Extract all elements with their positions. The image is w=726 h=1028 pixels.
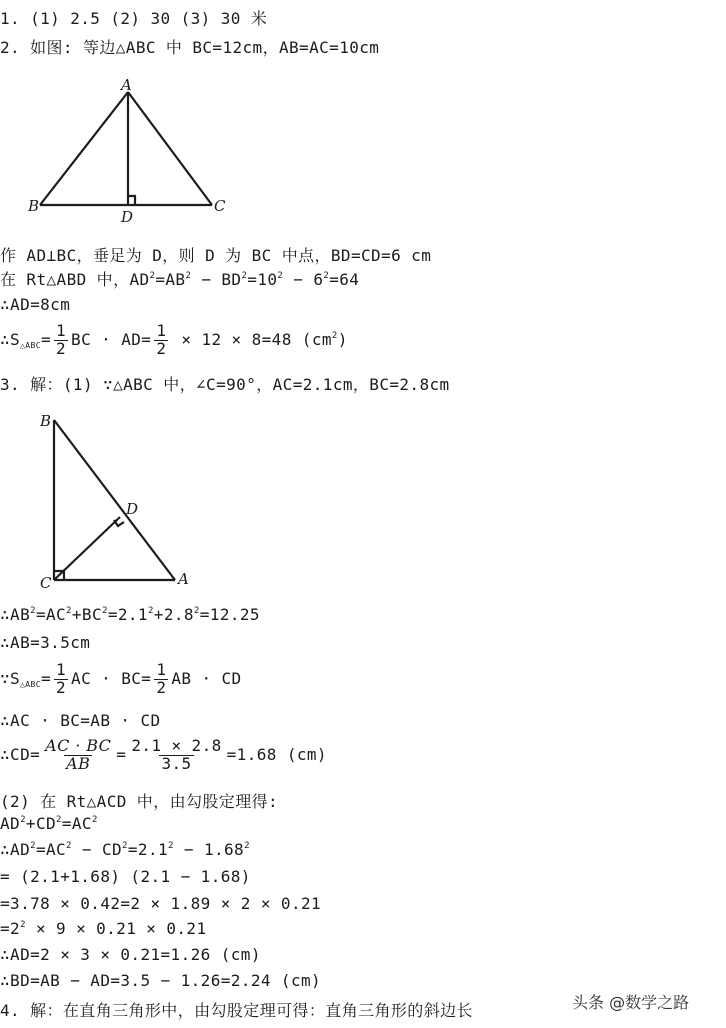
label-b: B [28,197,40,215]
label-b-2: B [40,412,52,430]
problem-3-step-3: ∴AC · BC=AB · CD [0,711,161,730]
problem-3-regroup: $=2^2 \times 9 \times 0.21 \times 0.21$ [0,919,207,938]
fraction-half: $\frac{1}{2}$ [56,321,67,358]
fraction-cd-symbolic: $\frac{AC \cdot BC}{AB}$ [45,736,112,773]
problem-3-bd: ∴BD=AB − AD=3.5 − 1.26=2.24 (cm) [0,971,322,990]
problem-3-ad-sq: $\therefore AD^2=AC^2 - CD^2=2.1^2 - 1.68^2$ [0,840,250,859]
problem-3-pythag: $AD^2+CD^2=AC^2$ [0,814,98,833]
label-d-2: D [126,500,139,518]
segment-ba-2 [54,420,175,580]
problem-3-ad: ∴AD=2 × 3 × 0.21=1.26 (cm) [0,945,261,964]
problem-4-intro: 4. 解：在直角三角形中，由勾股定理可得：直角三角形的斜边长 [0,1001,473,1020]
problem-3-factor: = (2.1+1.68) (2.1 − 1.68) [0,867,251,886]
label-c: C [214,197,226,215]
problem-2-step-3: ∴AD=8cm [0,295,71,314]
right-angle-mark [128,196,135,205]
fraction-half: $\frac{1}{2}$ [56,660,67,697]
problem-3-part-2: (2) 在 Rt△ACD 中，由勾股定理得: [0,792,279,811]
fraction-half: $\frac{1}{2}$ [156,660,167,697]
problem-3-step-1: $\therefore AB^2=AC^2+BC^2=2.1^2+2.8^2=12.25$ [0,605,260,624]
segment-ac [128,92,212,205]
label-c-2: C [40,574,52,592]
watermark: 头条 @数学之路 [572,993,690,1012]
fraction-half: $\frac{1}{2}$ [156,321,167,358]
fraction-cd-numeric: $\frac{2.1 \times 2.8}{3.5}$ [131,736,222,773]
segment-ab [40,92,128,205]
problem-3-product: =3.78 × 0.42=2 × 1.89 × 2 × 0.21 [0,894,322,913]
problem-3-step-2: ∴AB=3.5cm [0,633,91,652]
problem-2-step-1: 作 AD⊥BC，垂足为 D，则 D 为 BC 中点，BD=CD=6 cm [0,246,432,265]
right-angle-mark-d [114,520,124,526]
problem-3-cd: ∴CD= $\frac{AC \cdot BC}{AB}$ = $\frac{2.1 \times 2.8}{3.5}$ =1.68 (cm) [0,736,327,773]
problem-3-intro: 3. 解：(1) ∵△ABC 中，∠C=90°，AC=2.1cm，BC=2.8cm [0,375,450,394]
problem-2-intro: 2. 如图: 等边△ABC 中 BC=12cm，AB=AC=10cm [0,38,380,57]
answer-1: 1. (1) 2.5 (2) 30 (3) 30 米 [0,9,268,28]
segment-cd-2 [54,517,120,580]
problem-3-area: $\because S_{\triangle ABC}=$ $\frac{1}{2}$ AC · BC= $\frac{1}{2}$ AB · CD [0,660,242,697]
label-a: A [121,76,132,94]
right-angle-mark-c [54,571,64,580]
problem-2-step-2: 在 Rt△ABD 中，$AD^2=AB^2 - BD^2=10^2 - 6^2=64$ [0,270,360,289]
label-a-2: A [178,570,189,588]
problem-2-area: $\therefore S_{\triangle ABC}=$ $\frac{1}{2}$ BC · AD= $\frac{1}{2}$ × 12 × 8=48 $(cm^2)$ [0,321,348,358]
label-d: D [121,208,134,226]
